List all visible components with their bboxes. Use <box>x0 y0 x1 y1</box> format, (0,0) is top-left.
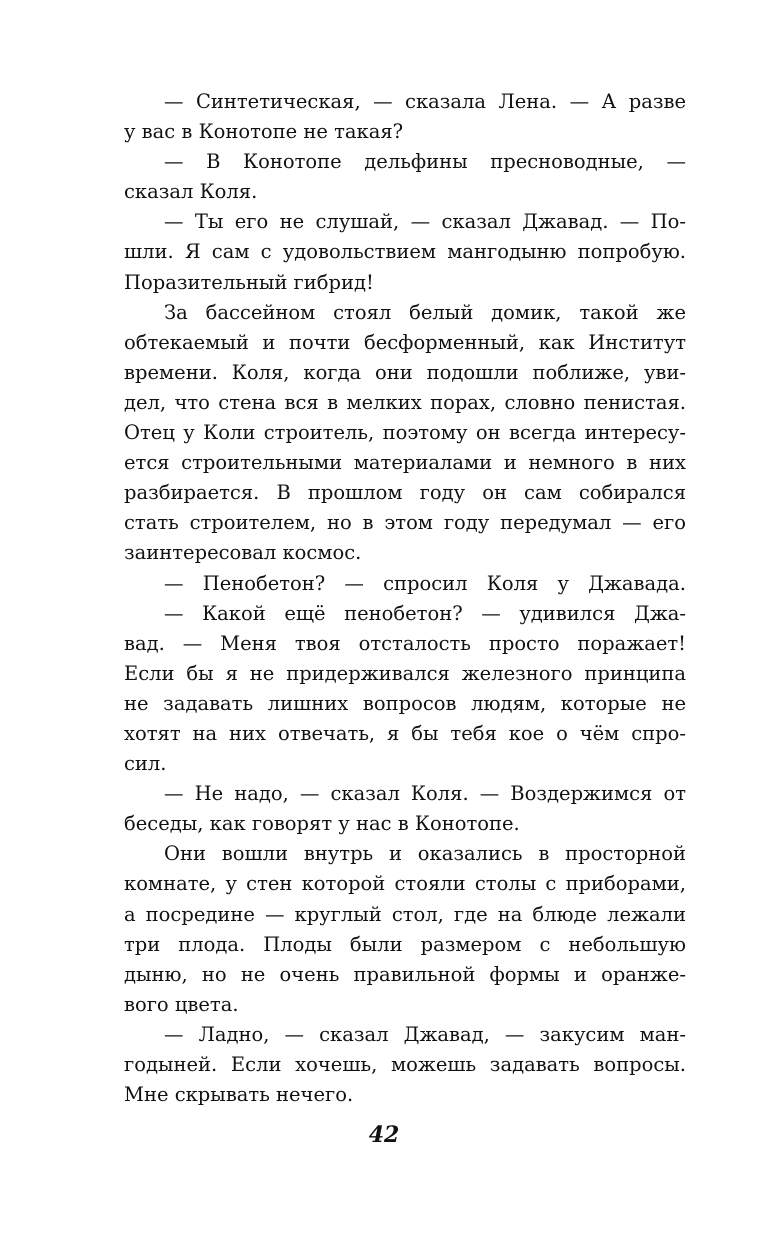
text-line: у вас в Конотопе не такая? <box>124 120 404 144</box>
text-line: дел, что стена вся в мелких порах, словно пенистая. <box>124 390 686 414</box>
text-line: беседы, как говорят у нас в Конотопе. <box>124 812 520 836</box>
text-line: — Пенобетон? — спросил Коля у Джавада. <box>164 571 686 595</box>
text-line: сказал Коля. <box>124 180 258 204</box>
page-number: 42 <box>368 1122 400 1148</box>
text-line: разбирается. В прошлом году он сам собирался <box>124 481 686 505</box>
text-line: — Ты его не слушай, — сказал Джавад. — По- <box>164 210 686 234</box>
book-page-text <box>124 87 686 1110</box>
text-line: — Какой ещё пенобетон? — удивился Джа- <box>164 601 686 625</box>
text-line: а посредине — круглый стол, где на блюде лежали <box>124 902 686 926</box>
text-line: — Синтетическая, — сказала Лена. — А разве <box>164 90 686 113</box>
text-line: не задавать лишних вопросов людям, которые не <box>124 691 686 715</box>
text-line: стать строителем, но в этом году передумал — его <box>124 511 686 535</box>
text-line: комнате, у стен которой стояли столы с приборами, <box>124 872 686 896</box>
text-line: обтекаемый и почти бесформенный, как Институт <box>124 330 686 354</box>
text-line: шли. Я сам с удовольствием мангодыню попробую. <box>124 240 686 264</box>
text-line: Если бы я не придерживался железного принципа <box>124 661 686 685</box>
text-line: Отец у Коли строитель, поэтому он всегда интересу- <box>124 421 686 445</box>
text-line: Они вошли внутрь и оказались в просторной <box>164 842 686 866</box>
text-line: Мне скрывать нечего. <box>124 1083 354 1107</box>
text-line: Поразительный гибрид! <box>124 270 374 294</box>
text-line: заинтересовал космос. <box>124 541 362 565</box>
text-line: — В Конотопе дельфины пресноводные, — <box>164 150 686 174</box>
text-line: вого цвета. <box>124 992 239 1016</box>
text-line: сил. <box>124 752 167 776</box>
text-line: хотят на них отвечать, я бы тебя кое о чём спро- <box>124 721 686 745</box>
text-line: За бассейном стоял белый домик, такой же <box>164 300 686 324</box>
text-line: времени. Коля, когда они подошли поближе, уви- <box>124 360 686 384</box>
text-line: — Не надо, — сказал Коля. — Воздержимся от <box>164 782 686 806</box>
text-line: дыню, но не очень правильной формы и оранже- <box>124 962 686 986</box>
text-line: вад. — Меня твоя отсталость просто поражает! <box>124 631 686 655</box>
text-line: три плода. Плоды были размером с небольшую <box>124 932 686 956</box>
text-line: ется строительными материалами и немного в них <box>124 451 686 475</box>
text-line: годыней. Если хочешь, можешь задавать вопросы. <box>124 1053 686 1076</box>
text-line: — Ладно, — сказал Джавад, — закусим ман- <box>164 1022 686 1046</box>
